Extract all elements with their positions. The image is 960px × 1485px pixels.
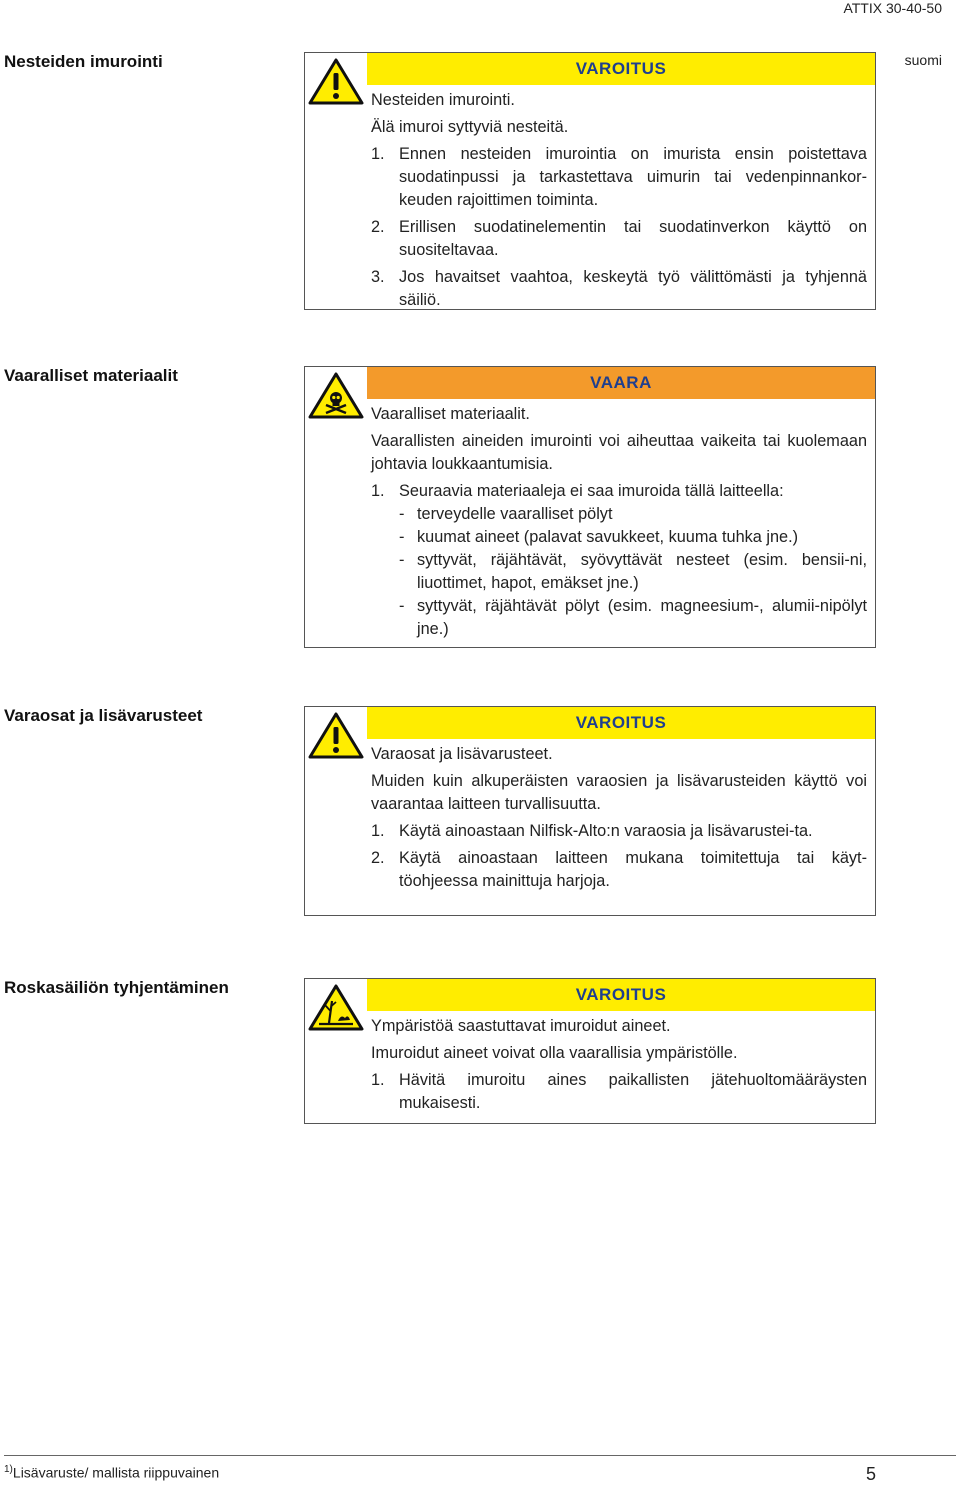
- danger-statement: Vaarallisten aineiden imurointi voi aiheuttaa vaikeita tai kuolemaan johtavia loukkaantumisia.: [371, 432, 867, 473]
- list-item: [371, 847, 867, 893]
- sub-list-item: [399, 549, 867, 595]
- footnote-mark: 1): [4, 1464, 13, 1475]
- section-title-spare-parts: Varaosat ja lisävarusteet: [4, 706, 203, 725]
- list-item: [371, 1069, 867, 1115]
- warning-subject: Nesteiden imurointi.: [371, 91, 515, 109]
- warning-subject: Varaosat ja lisävarusteet.: [371, 745, 553, 763]
- item-text: Hävitä imuroitu aines paikallisten jätehuoltomääräysten mukaisesti.: [399, 1071, 867, 1112]
- list-item: [371, 216, 867, 262]
- warning-body: [305, 85, 875, 324]
- item-number: 2.: [371, 849, 385, 867]
- warning-body: [305, 739, 875, 905]
- danger-subject: Vaaralliset materiaalit.: [371, 405, 530, 423]
- item-text: Erillisen suodatinelementin tai suodatinverkon käyttö on suositeltavaa.: [399, 218, 867, 259]
- dash-bullet: -: [399, 597, 405, 615]
- warning-statement: Älä imuroi syttyviä nesteitä.: [371, 118, 569, 136]
- dash-bullet: -: [399, 551, 405, 569]
- dash-bullet: -: [399, 528, 405, 546]
- sub-item-text: terveydelle vaaralliset pölyt: [417, 505, 613, 523]
- sub-list-item: [399, 595, 867, 641]
- sub-list-item: [399, 503, 867, 526]
- item-text: Käytä ainoastaan Nilfisk-Alto:n varaosia ja lisävarustei-ta.: [399, 822, 813, 840]
- danger-box-hazardous: [304, 366, 876, 648]
- page-number: 5: [865, 1464, 876, 1484]
- list-item: [371, 266, 867, 312]
- section-title-emptying: Roskasäiliön tyhjentäminen: [4, 978, 229, 997]
- warning-body: [305, 1011, 875, 1127]
- general-warning-icon: [307, 709, 365, 761]
- warning-subject: Ympäristöä saastuttavat imuroidut aineet.: [371, 1017, 671, 1035]
- warning-box-spare-parts: [304, 706, 876, 916]
- environment-hazard-icon: [307, 981, 365, 1033]
- item-number: 1.: [371, 482, 385, 500]
- item-number: 1.: [371, 822, 385, 840]
- section-title-hazardous: Vaaralliset materiaalit: [4, 366, 178, 385]
- sub-item-text: syttyvät, räjähtävät pölyt (esim. magneesium-, alumii-nipölyt jne.): [417, 597, 867, 638]
- warning-statement: Imuroidut aineet voivat olla vaarallisia ympäristölle.: [371, 1044, 738, 1062]
- signal-word: VAARA: [367, 367, 875, 399]
- sub-list-item: [399, 526, 867, 549]
- item-text: Seuraavia materiaaleja ei saa imuroida tällä laitteella:: [399, 482, 784, 500]
- language-label: suomi: [904, 52, 942, 68]
- footer-divider: [4, 1455, 956, 1456]
- sub-item-text: syttyvät, räjähtävät, syövyttävät nesteet (esim. bensii-ni, liuottimet, hapot, emäkset jne.): [417, 551, 867, 592]
- dash-bullet: -: [399, 505, 405, 523]
- list-item: [371, 820, 867, 843]
- signal-word: VAROITUS: [367, 53, 875, 85]
- toxic-skull-icon: [307, 369, 365, 421]
- warning-box-liquids: [304, 52, 876, 310]
- section-title-liquids: Nesteiden imurointi: [4, 52, 163, 71]
- danger-body: [305, 399, 875, 649]
- item-text: Käytä ainoastaan laitteen mukana toimitettuja tai käyt-töohjeessa mainittuja harjoja.: [399, 849, 867, 890]
- document-id: ATTIX 30-40-50: [843, 0, 942, 16]
- footnote-text: Lisävaruste/ mallista riippuvainen: [12, 1464, 220, 1481]
- list-item: [371, 480, 867, 503]
- warning-box-emptying: [304, 978, 876, 1124]
- signal-word: VAROITUS: [367, 707, 875, 739]
- signal-word: VAROITUS: [367, 979, 875, 1011]
- footnote: [4, 1464, 219, 1481]
- list-item: [371, 143, 867, 212]
- item-number: 1.: [371, 145, 385, 163]
- item-text: Jos havaitset vaahtoa, keskeytä työ välittömästi ja tyhjennä säiliö.: [399, 268, 867, 309]
- general-warning-icon: [307, 55, 365, 107]
- sub-item-text: kuumat aineet (palavat savukkeet, kuuma tuhka jne.): [417, 528, 799, 546]
- item-text: Ennen nesteiden imurointia on imurista ensin poistettava suodatinpussi ja tarkastettava uimurin tai vedenpinnankor-keuden rajoittimen toiminta.: [399, 145, 867, 209]
- item-number: 3.: [371, 268, 385, 286]
- item-number: 2.: [371, 218, 385, 236]
- item-number: 1.: [371, 1071, 385, 1089]
- warning-statement: Muiden kuin alkuperäisten varaosien ja lisävarusteiden käyttö voi vaarantaa laitteen turvallisuutta.: [371, 772, 867, 813]
